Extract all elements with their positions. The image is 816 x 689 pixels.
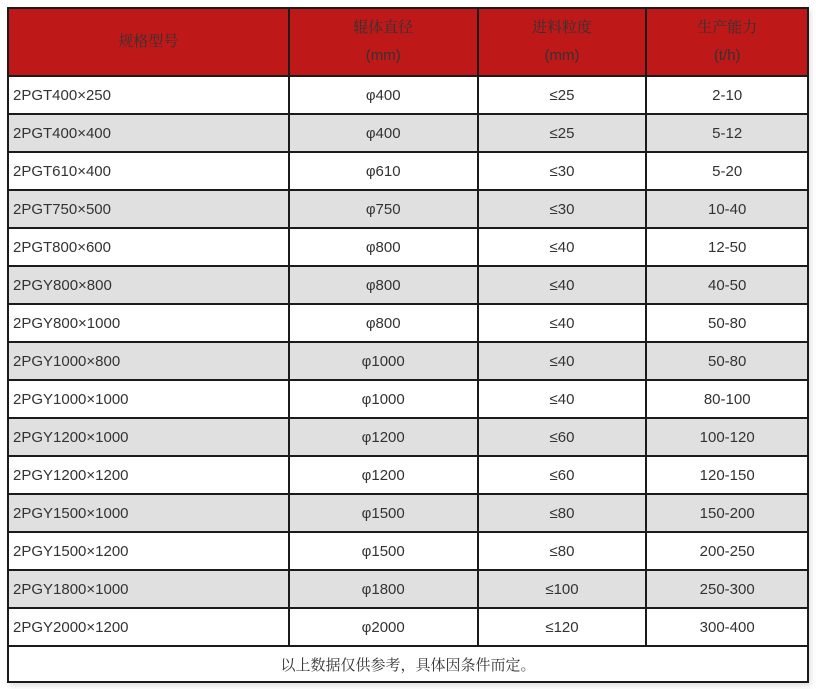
feed-size-cell: ≤40 [478, 228, 647, 266]
capacity-cell: 5-20 [646, 152, 808, 190]
model-cell: 2PGT610×400 [8, 152, 289, 190]
spec-table [7, 7, 809, 683]
footnote-row [8, 646, 808, 682]
capacity-cell: 40-50 [646, 266, 808, 304]
table-row [8, 418, 808, 456]
table-header [8, 8, 808, 76]
diameter-cell: φ1500 [289, 532, 478, 570]
header-model-label: 规格型号 [118, 32, 179, 50]
capacity-cell: 100-120 [646, 418, 808, 456]
header-capacity [646, 8, 808, 76]
header-feed-size [478, 8, 647, 76]
diameter-cell: φ1500 [289, 494, 478, 532]
table-row [8, 266, 808, 304]
feed-size-cell: ≤30 [478, 190, 647, 228]
diameter-cell: φ1000 [289, 342, 478, 380]
table-row [8, 190, 808, 228]
feed-size-cell: ≤25 [478, 114, 647, 152]
diameter-cell: φ800 [289, 266, 478, 304]
table-row [8, 342, 808, 380]
header-row [8, 8, 808, 76]
diameter-cell: φ1200 [289, 418, 478, 456]
header-roller-diameter-unit: (mm) [365, 46, 401, 64]
feed-size-cell: ≤30 [478, 152, 647, 190]
diameter-cell: φ1200 [289, 456, 478, 494]
diameter-cell: φ800 [289, 304, 478, 342]
capacity-cell: 80-100 [646, 380, 808, 418]
header-capacity-label: 生产能力 [697, 18, 758, 36]
header-model [8, 8, 289, 76]
feed-size-cell: ≤120 [478, 608, 647, 646]
table-row [8, 304, 808, 342]
header-roller-diameter [289, 8, 478, 76]
model-cell: 2PGY1500×1200 [8, 532, 289, 570]
feed-size-cell: ≤80 [478, 494, 647, 532]
capacity-cell: 12-50 [646, 228, 808, 266]
feed-size-cell: ≤25 [478, 76, 647, 114]
model-cell: 2PGT400×250 [8, 76, 289, 114]
model-cell: 2PGY1200×1000 [8, 418, 289, 456]
capacity-cell: 5-12 [646, 114, 808, 152]
model-cell: 2PGY1200×1200 [8, 456, 289, 494]
capacity-cell: 10-40 [646, 190, 808, 228]
model-cell: 2PGY800×800 [8, 266, 289, 304]
table-body [8, 76, 808, 646]
model-cell: 2PGY2000×1200 [8, 608, 289, 646]
capacity-cell: 50-80 [646, 342, 808, 380]
table-row [8, 380, 808, 418]
capacity-cell: 120-150 [646, 456, 808, 494]
model-cell: 2PGT400×400 [8, 114, 289, 152]
model-cell: 2PGY1000×1000 [8, 380, 289, 418]
table-row [8, 532, 808, 570]
table-row [8, 456, 808, 494]
feed-size-cell: ≤60 [478, 418, 647, 456]
model-cell: 2PGY1500×1000 [8, 494, 289, 532]
table-row [8, 76, 808, 114]
capacity-cell: 2-10 [646, 76, 808, 114]
table-footer [8, 646, 808, 682]
table-row [8, 228, 808, 266]
table-row [8, 152, 808, 190]
model-cell: 2PGT800×600 [8, 228, 289, 266]
diameter-cell: φ1800 [289, 570, 478, 608]
table-row [8, 570, 808, 608]
model-cell: 2PGY1000×800 [8, 342, 289, 380]
diameter-cell: φ1000 [289, 380, 478, 418]
header-feed-size-label: 进料粒度 [531, 18, 592, 36]
diameter-cell: φ2000 [289, 608, 478, 646]
diameter-cell: φ610 [289, 152, 478, 190]
diameter-cell: φ400 [289, 114, 478, 152]
feed-size-cell: ≤40 [478, 266, 647, 304]
header-roller-diameter-label: 辊体直径 [353, 18, 414, 36]
feed-size-cell: ≤60 [478, 456, 647, 494]
header-feed-size-unit: (mm) [544, 46, 580, 64]
capacity-cell: 300-400 [646, 608, 808, 646]
capacity-cell: 200-250 [646, 532, 808, 570]
capacity-cell: 50-80 [646, 304, 808, 342]
model-cell: 2PGT750×500 [8, 190, 289, 228]
table-row [8, 114, 808, 152]
capacity-cell: 150-200 [646, 494, 808, 532]
feed-size-cell: ≤40 [478, 342, 647, 380]
feed-size-cell: ≤80 [478, 532, 647, 570]
header-capacity-unit: (t/h) [713, 46, 741, 64]
table-row [8, 494, 808, 532]
feed-size-cell: ≤40 [478, 304, 647, 342]
diameter-cell: φ400 [289, 76, 478, 114]
model-cell: 2PGY1800×1000 [8, 570, 289, 608]
feed-size-cell: ≤100 [478, 570, 647, 608]
diameter-cell: φ800 [289, 228, 478, 266]
diameter-cell: φ750 [289, 190, 478, 228]
feed-size-cell: ≤40 [478, 380, 647, 418]
capacity-cell: 250-300 [646, 570, 808, 608]
model-cell: 2PGY800×1000 [8, 304, 289, 342]
footnote: 以上数据仅供参考，具体因条件而定。 [8, 646, 808, 682]
table-row [8, 608, 808, 646]
